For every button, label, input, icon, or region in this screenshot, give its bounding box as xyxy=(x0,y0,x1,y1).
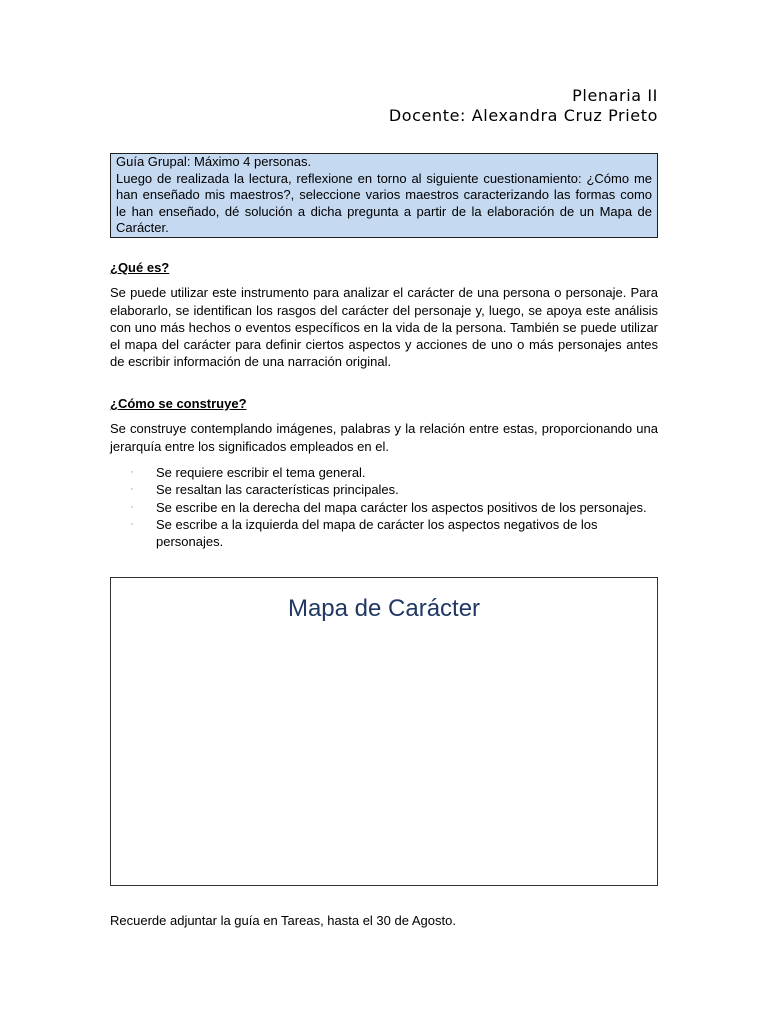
list-item xyxy=(110,464,658,481)
group-guide-box xyxy=(110,153,658,238)
list-item-text: Se escribe a la izquierda del mapa de carácter los aspectos negativos de los personajes. xyxy=(156,516,598,550)
section-heading-what-is: ¿Qué es? xyxy=(110,260,170,275)
character-map-box xyxy=(110,577,658,886)
section-heading-how-built: ¿Cómo se construye? xyxy=(110,396,247,411)
document-header xyxy=(389,86,658,126)
section-body-what-is: Se puede utilizar este instrumento para analizar el carácter de una persona o personaje. Para elaborarlo, se identifican los rasgos del carácter del personaje y, luego, se apoya este análisis con uno más hechos o eventos específicos en la vida de la persona. También se puede utilizar el mapa del carácter para definir ciertos aspectos y acciones de uno o más personajes antes de escribir información de una narración original. xyxy=(110,285,658,370)
section-how-built xyxy=(110,395,658,455)
bullet-dot-icon: · xyxy=(130,517,134,530)
construction-steps-list xyxy=(110,464,658,550)
header-teacher-name: Docente: Alexandra Cruz Prieto xyxy=(388,106,658,125)
bullet-dot-icon: · xyxy=(130,500,134,513)
list-item xyxy=(110,516,658,551)
section-body-how-built: Se construye contemplando imágenes, palabras y la relación entre estas, proporcionando una jerarquía entre los significados empleados en el. xyxy=(110,421,658,454)
bullet-dot-icon: · xyxy=(130,466,134,478)
list-item-text: Se resaltan las características principales. xyxy=(156,482,399,498)
list-item xyxy=(110,499,658,516)
guide-box-instructions: Luego de realizada la lectura, reflexione en torno al siguiente cuestionamiento: ¿Cómo me han enseñado mis maestros?, seleccione varios maestros caracterizando las formas como le han enseñado, dé solución a dicha pregunta a partir de la elaboración de un Mapa de Carácter. xyxy=(116,170,652,235)
character-map-title: Mapa de Carácter xyxy=(287,595,481,622)
list-item xyxy=(110,481,658,498)
submission-reminder: Recuerde adjuntar la guía en Tareas, hasta el 30 de Agosto. xyxy=(110,913,456,928)
bullet-dot-icon: · xyxy=(130,483,134,496)
guide-box-title: Guía Grupal: Máximo 4 personas. xyxy=(116,154,312,169)
section-what-is xyxy=(110,259,658,371)
list-item-text: Se escribe en la derecha del mapa carácter los aspectos positivos de los personajes. xyxy=(156,499,647,515)
header-course-title: Plenaria II xyxy=(572,86,658,105)
list-item-text: Se requiere escribir el tema general. xyxy=(156,465,366,480)
